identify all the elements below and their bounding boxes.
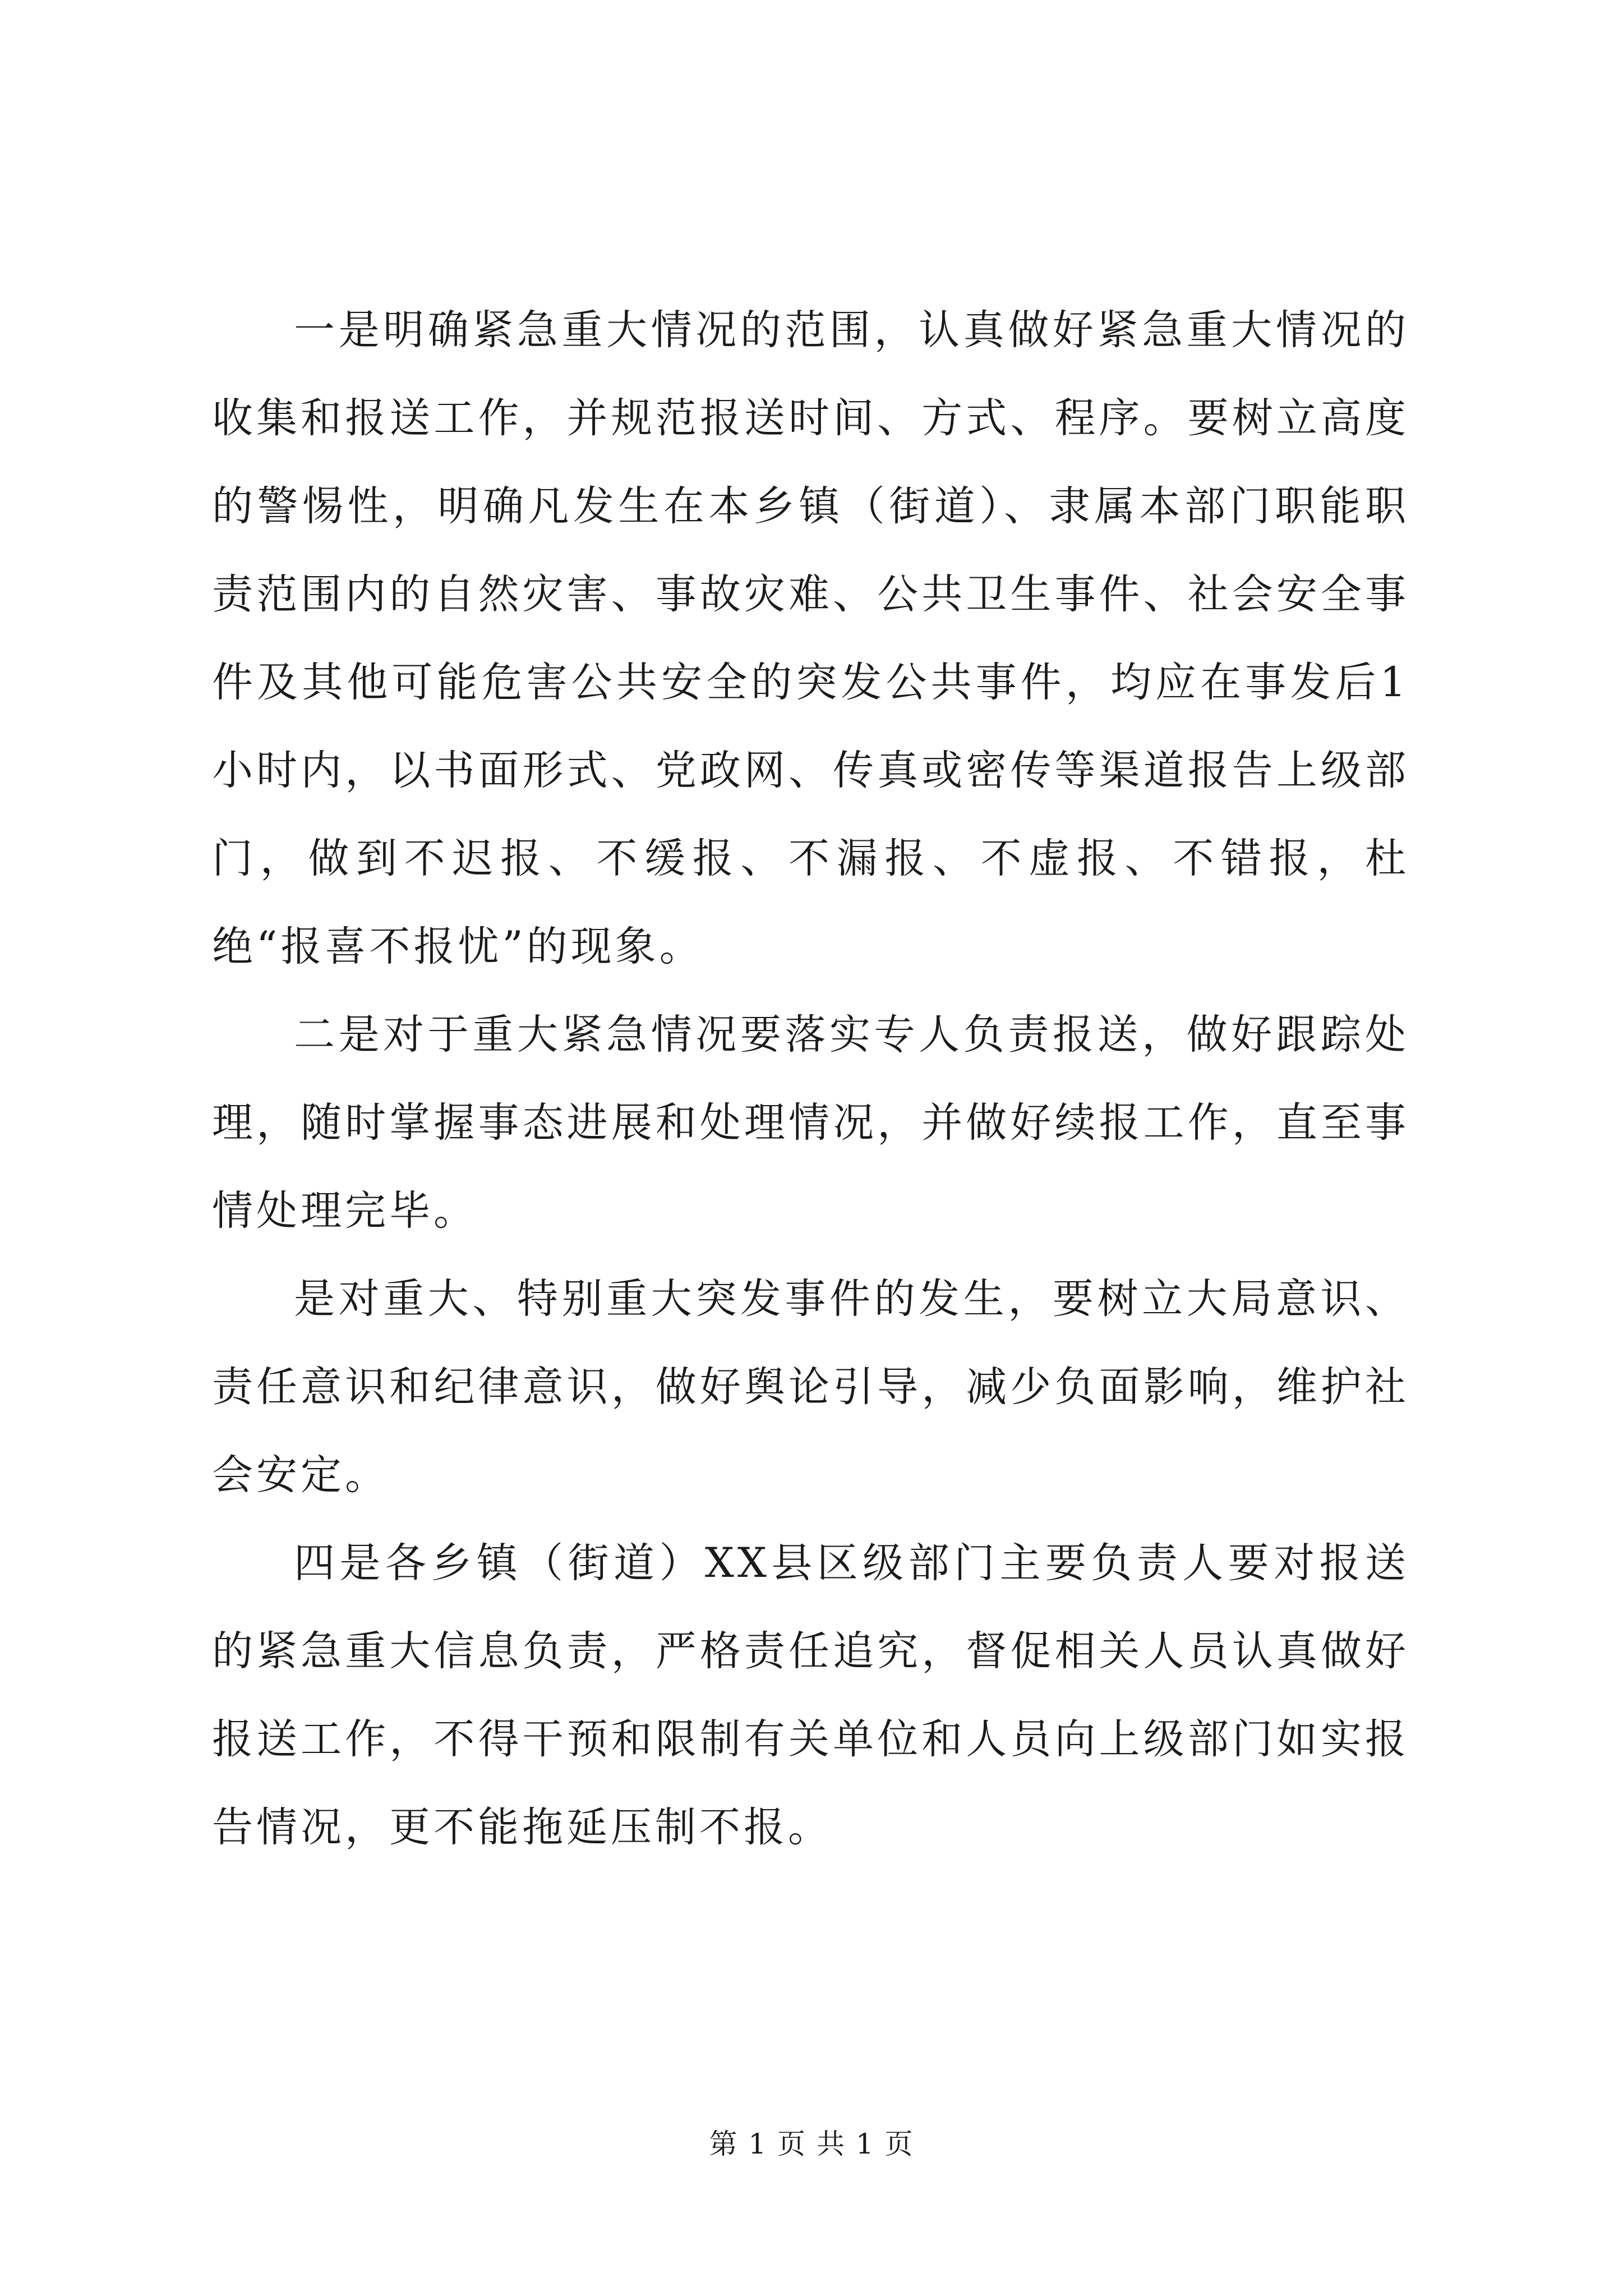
page-number-footer: 第 1 页 共 1 页 [709,2128,914,2160]
paragraph-1: 一是明确紧急重大情况的范围，认真做好紧急重大情况的收集和报送工作，并规范报送时间、方式、程序。要树立高度的警惕性，明确凡发生在本乡镇（街道）、隶属本部门职能职责范围内的自然灾害、事故灾难、公共卫生事件、社会安全事件及其他可能危害公共安全的突发公共事件，均应在事发后1小时内，以书面形式、党政网、传真或密传等渠道报告上级部门，做到不迟报、不缓报、不漏报、不虚报、不错报，杜绝“报喜不报忧”的现象。 [212,306,1409,970]
paragraph-2: 二是对于重大紧急情况要落实专人负责报送，做好跟踪处理，随时掌握事态进展和处理情况，并做好续报工作，直至事情处理完毕。 [212,1011,1409,1235]
paragraph-4: 四是各乡镇（街道）XX县区级部门主要负责人要对报送的紧急重大信息负责，严格责任追究，督促相关人员认真做好报送工作，不得干预和限制有关单位和人员向上级部门如实报告情况，更不能拖延压制不报。 [212,1539,1409,1851]
paragraph-3: 是对重大、特别重大突发事件的发生，要树立大局意识、责任意识和纪律意识，做好舆论引导，减少负面影响，维护社会安定。 [212,1275,1409,1499]
document-body [212,286,1409,1871]
